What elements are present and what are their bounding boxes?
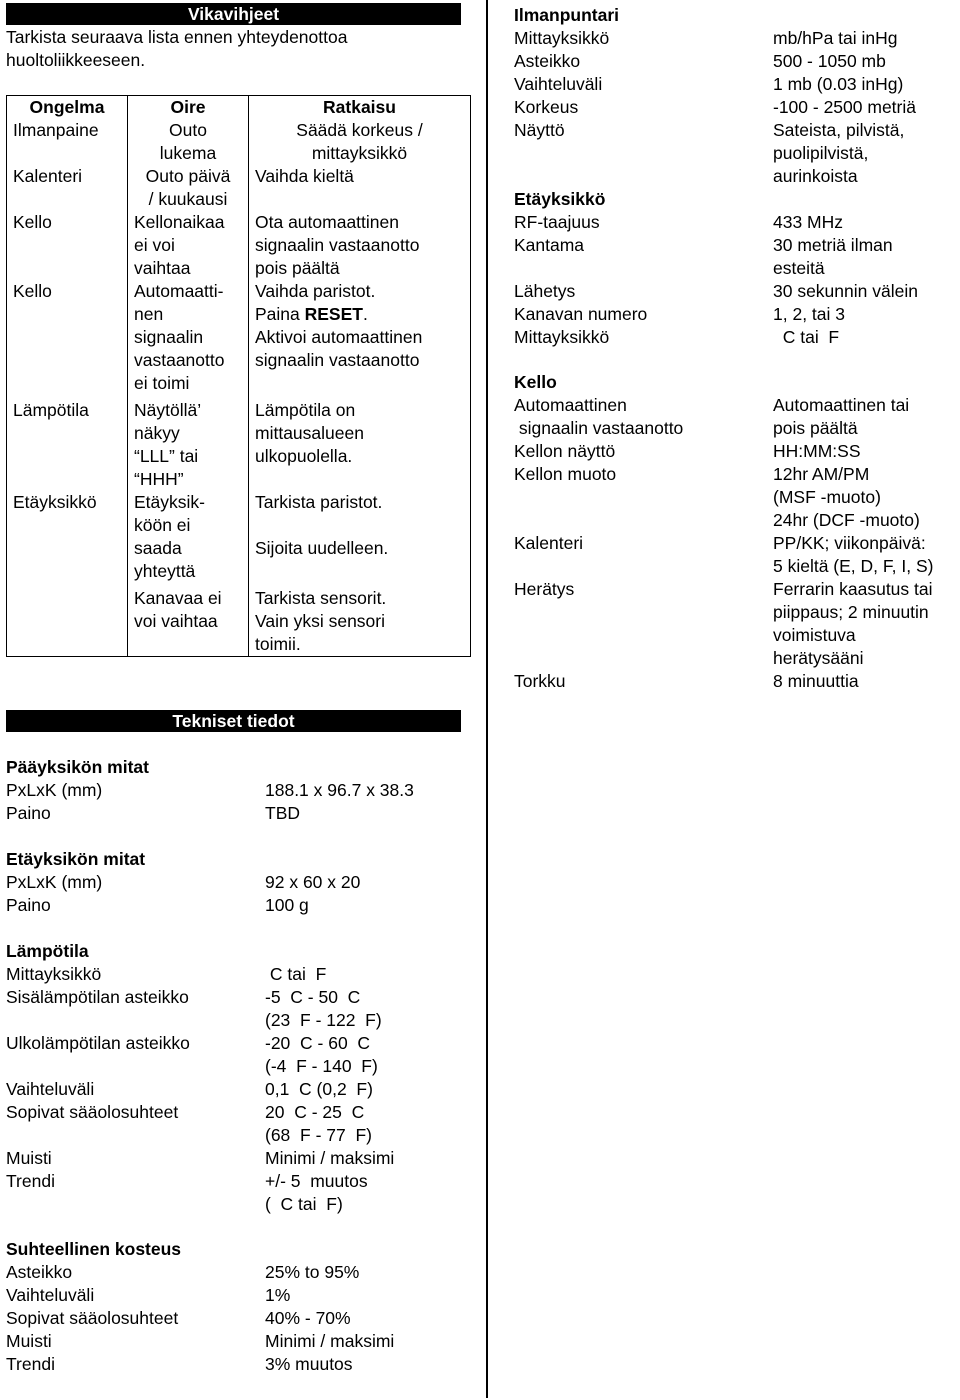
solution-cell: Lämpötila on mittausalueen ulkopuolella. bbox=[249, 395, 471, 491]
section-heading: Lämpötila bbox=[6, 941, 89, 961]
spec-label: Mittayksikkö bbox=[514, 28, 610, 48]
spec-value: puolipilvistä, bbox=[773, 143, 869, 163]
spec-label: Ulkolämpötilan asteikko bbox=[6, 1033, 190, 1053]
solution-cell: Tarkista paristot. Sijoita uudelleen. bbox=[249, 491, 471, 583]
symptom-cell: Näytöllä’ näkyy “LLL” tai “HHH” bbox=[128, 395, 249, 491]
spec-row bbox=[514, 165, 958, 188]
section-heading: Kello bbox=[514, 372, 557, 392]
spec-label: Muisti bbox=[6, 1148, 52, 1168]
spec-value: Sateista, pilvistä, bbox=[773, 120, 905, 140]
spec-label: Asteikko bbox=[514, 51, 581, 71]
spec-label: Kellon näyttö bbox=[514, 441, 616, 461]
problem-cell: Kalenteri bbox=[7, 165, 128, 211]
spec-label: Vaihteluväli bbox=[6, 1285, 95, 1305]
solution-cell bbox=[249, 280, 471, 395]
spec-row bbox=[514, 50, 958, 73]
spec-row bbox=[6, 1009, 476, 1032]
spec-value: (MSF -muoto) bbox=[773, 487, 881, 507]
table-row bbox=[7, 211, 471, 280]
spec-row bbox=[514, 96, 958, 119]
solution-text: . Aktivoi automaattinen signaalin vastaanotto bbox=[255, 304, 423, 370]
paayksikko-section bbox=[6, 756, 476, 825]
spec-row bbox=[514, 486, 958, 509]
spec-value: (68 F - 77 F) bbox=[265, 1125, 372, 1145]
etayksikko-section bbox=[514, 188, 958, 349]
spec-label: Trendi bbox=[6, 1171, 55, 1191]
spec-value: Ferrarin kaasutus tai bbox=[773, 579, 933, 599]
solution-cell: Vaihda kieltä bbox=[249, 165, 471, 211]
spec-row bbox=[514, 555, 958, 578]
spec-label: Sopivat sääolosuhteet bbox=[6, 1102, 179, 1122]
spec-label: Sisälämpötilan asteikko bbox=[6, 987, 189, 1007]
spec-row bbox=[6, 1170, 476, 1193]
spec-row bbox=[514, 670, 958, 693]
symptom-cell: Etäyksik- köön ei saada yhteyttä bbox=[128, 491, 249, 583]
table-row bbox=[7, 280, 471, 395]
problem-cell: Ilmanpaine bbox=[7, 119, 128, 165]
spec-value: C tai F bbox=[773, 327, 840, 347]
spec-label: Lähetys bbox=[514, 281, 576, 301]
table-row bbox=[7, 119, 471, 165]
spec-label: Torkku bbox=[514, 671, 566, 691]
table-header-row bbox=[7, 96, 471, 120]
spec-value: +/- 5 muutos bbox=[265, 1171, 368, 1191]
spec-value: -20 C - 60 C bbox=[265, 1033, 371, 1053]
spec-label: signaalin vastaanotto bbox=[514, 418, 684, 438]
spec-value: piippaus; 2 minuutin bbox=[773, 602, 929, 622]
solution-cell: Tarkista sensorit. Vain yksi sensori toimii. bbox=[249, 583, 471, 657]
symptom-cell: Kanavaa ei voi vaihtaa bbox=[128, 583, 249, 657]
spec-label: RF-taajuus bbox=[514, 212, 600, 232]
table-row bbox=[7, 165, 471, 211]
spec-rows bbox=[514, 211, 958, 349]
spec-row bbox=[514, 119, 958, 142]
spec-row bbox=[6, 1032, 476, 1055]
spec-value: (23 F - 122 F) bbox=[265, 1010, 382, 1030]
spec-value: 100 g bbox=[265, 895, 309, 915]
header-ongelma: Ongelma bbox=[7, 96, 128, 120]
spec-row bbox=[6, 1353, 476, 1376]
tekniset-title: Tekniset tiedot bbox=[6, 710, 461, 732]
spec-value: C tai F bbox=[265, 964, 327, 984]
spec-row bbox=[6, 1261, 476, 1284]
kello-section bbox=[514, 371, 958, 693]
spec-value: 188.1 x 96.7 x 38.3 bbox=[265, 780, 414, 800]
spec-row bbox=[6, 1078, 476, 1101]
spec-row bbox=[514, 394, 958, 417]
spec-row bbox=[6, 802, 476, 825]
spec-row bbox=[6, 1124, 476, 1147]
spec-value: 40% - 70% bbox=[265, 1308, 351, 1328]
header-ratkaisu: Ratkaisu bbox=[249, 96, 471, 120]
table-row bbox=[7, 395, 471, 491]
spec-value: 8 minuuttia bbox=[773, 671, 859, 691]
spec-row bbox=[6, 1330, 476, 1353]
spec-label: Korkeus bbox=[514, 97, 579, 117]
spec-row bbox=[6, 871, 476, 894]
spec-label: Paino bbox=[6, 895, 51, 915]
spec-value: 1 mb (0.03 inHg) bbox=[773, 74, 904, 94]
lampotila-section bbox=[6, 940, 476, 1216]
spec-row bbox=[514, 280, 958, 303]
spec-row bbox=[514, 211, 958, 234]
section-heading: Pääyksikön mitat bbox=[6, 757, 149, 777]
spec-row bbox=[6, 1307, 476, 1330]
spec-row bbox=[514, 509, 958, 532]
spec-value: 24hr (DCF -muoto) bbox=[773, 510, 920, 530]
spec-value: 3% muutos bbox=[265, 1354, 353, 1374]
spec-value: Automaattinen tai bbox=[773, 395, 910, 415]
spec-label: PxLxK (mm) bbox=[6, 780, 103, 800]
spec-value: 0,1 C (0,2 F) bbox=[265, 1079, 373, 1099]
spec-row bbox=[514, 257, 958, 280]
spec-label: Vaihteluväli bbox=[6, 1079, 95, 1099]
symptom-cell: Kellonaikaa ei voi vaihtaa bbox=[128, 211, 249, 280]
spec-row bbox=[514, 234, 958, 257]
spec-value: 1% bbox=[265, 1285, 291, 1305]
spec-value: aurinkoista bbox=[773, 166, 858, 186]
spec-value: herätysääni bbox=[773, 648, 864, 668]
spec-label: Mittayksikkö bbox=[6, 964, 102, 984]
spec-label: Kantama bbox=[514, 235, 585, 255]
spec-value: 1, 2, tai 3 bbox=[773, 304, 845, 324]
spec-row bbox=[6, 963, 476, 986]
spec-value: -100 - 2500 metriä bbox=[773, 97, 916, 117]
reset-label: RESET bbox=[304, 304, 363, 324]
spec-value: esteitä bbox=[773, 258, 825, 278]
spec-value: 20 C - 25 C bbox=[265, 1102, 365, 1122]
spec-label: Kalenteri bbox=[514, 533, 584, 553]
spec-row bbox=[514, 647, 958, 670]
spec-value: Minimi / maksimi bbox=[265, 1148, 395, 1168]
spec-value: pois päältä bbox=[773, 418, 858, 438]
solution-cell: Ota automaattinen signaalin vastaanotto pois päältä bbox=[249, 211, 471, 280]
spec-value: (-4 F - 140 F) bbox=[265, 1056, 378, 1076]
table-row bbox=[7, 491, 471, 583]
spec-label: Mittayksikkö bbox=[514, 327, 610, 347]
section-heading: Suhteellinen kosteus bbox=[6, 1239, 182, 1259]
section-heading: Ilmanpuntari bbox=[514, 5, 620, 25]
spec-row bbox=[514, 73, 958, 96]
spec-row bbox=[514, 578, 958, 601]
spec-value: PP/KK; viikonpäivä: bbox=[773, 533, 926, 553]
problem-cell: Kello bbox=[7, 280, 128, 395]
spec-row bbox=[6, 779, 476, 802]
troubleshooting-table bbox=[6, 95, 471, 657]
spec-row bbox=[514, 303, 958, 326]
spec-value: HH:MM:SS bbox=[773, 441, 861, 461]
spec-row bbox=[514, 463, 958, 486]
spec-row bbox=[514, 601, 958, 624]
spec-value: ( C tai F) bbox=[265, 1194, 343, 1214]
spec-row bbox=[6, 986, 476, 1009]
spec-label: Asteikko bbox=[6, 1262, 73, 1282]
spec-row bbox=[6, 1055, 476, 1078]
spec-value: 5 kieltä (E, D, F, I, S) bbox=[773, 556, 934, 576]
spec-row bbox=[514, 532, 958, 555]
spec-row bbox=[514, 624, 958, 647]
solution-text: Vaihda paristot. Paina bbox=[255, 281, 376, 324]
spec-value: 25% to 95% bbox=[265, 1262, 360, 1282]
spec-rows bbox=[6, 963, 476, 1216]
etayksikko-dim-section bbox=[6, 848, 476, 917]
spec-value: voimistuva bbox=[773, 625, 856, 645]
spec-label: Herätys bbox=[514, 579, 575, 599]
spec-label: PxLxK (mm) bbox=[6, 872, 103, 892]
spec-value: 12hr AM/PM bbox=[773, 464, 870, 484]
spec-label: Näyttö bbox=[514, 120, 565, 140]
spec-value: 500 - 1050 mb bbox=[773, 51, 886, 71]
problem-cell: Kello bbox=[7, 211, 128, 280]
column-divider bbox=[486, 0, 488, 1398]
problem-cell bbox=[7, 583, 128, 657]
spec-row bbox=[514, 142, 958, 165]
spec-label: Kanavan numero bbox=[514, 304, 648, 324]
spec-rows bbox=[6, 871, 476, 917]
header-oire: Oire bbox=[128, 96, 249, 120]
spec-label: Paino bbox=[6, 803, 51, 823]
table-row bbox=[7, 583, 471, 657]
vikavihjeet-title: Vikavihjeet bbox=[6, 3, 461, 25]
symptom-cell: Outo päivä / kuukausi bbox=[128, 165, 249, 211]
spec-row bbox=[6, 894, 476, 917]
symptom-cell: Automaatti- nen signaalin vastaanotto ei toimi bbox=[128, 280, 249, 395]
section-heading: Etäyksikkö bbox=[514, 189, 606, 209]
spec-value: 30 sekunnin välein bbox=[773, 281, 918, 301]
spec-value: Minimi / maksimi bbox=[265, 1331, 395, 1351]
kosteus-section bbox=[6, 1238, 476, 1376]
vikavihjeet-intro: Tarkista seuraava lista ennen yhteydenottoa huoltoliikkeeseen. bbox=[6, 27, 348, 70]
problem-cell: Etäyksikkö bbox=[7, 491, 128, 583]
spec-value: 30 metriä ilman bbox=[773, 235, 893, 255]
spec-value: 92 x 60 x 20 bbox=[265, 872, 361, 892]
spec-label: Muisti bbox=[6, 1331, 52, 1351]
spec-row bbox=[514, 417, 958, 440]
spec-label: Sopivat sääolosuhteet bbox=[6, 1308, 179, 1328]
spec-row bbox=[514, 27, 958, 50]
spec-rows bbox=[514, 394, 958, 693]
symptom-cell: Outo lukema bbox=[128, 119, 249, 165]
spec-rows bbox=[6, 779, 476, 825]
spec-value: 433 MHz bbox=[773, 212, 844, 232]
spec-row bbox=[514, 326, 958, 349]
spec-row bbox=[514, 440, 958, 463]
solution-cell: Säädä korkeus / mittayksikkö bbox=[249, 119, 471, 165]
spec-rows bbox=[6, 1261, 476, 1376]
spec-label: Kellon muoto bbox=[514, 464, 617, 484]
spec-label: Trendi bbox=[6, 1354, 55, 1374]
problem-cell: Lämpötila bbox=[7, 395, 128, 491]
section-heading: Etäyksikön mitat bbox=[6, 849, 146, 869]
spec-rows bbox=[514, 27, 958, 188]
spec-label: Automaattinen bbox=[514, 395, 627, 415]
spec-value: -5 C - 50 C bbox=[265, 987, 361, 1007]
ilmanpuntari-section bbox=[514, 4, 958, 188]
spec-row bbox=[6, 1147, 476, 1170]
spec-row bbox=[6, 1101, 476, 1124]
spec-row bbox=[6, 1193, 476, 1216]
spec-label: Vaihteluväli bbox=[514, 74, 603, 94]
spec-value: TBD bbox=[265, 803, 300, 823]
spec-value: mb/hPa tai inHg bbox=[773, 28, 898, 48]
spec-row bbox=[6, 1284, 476, 1307]
